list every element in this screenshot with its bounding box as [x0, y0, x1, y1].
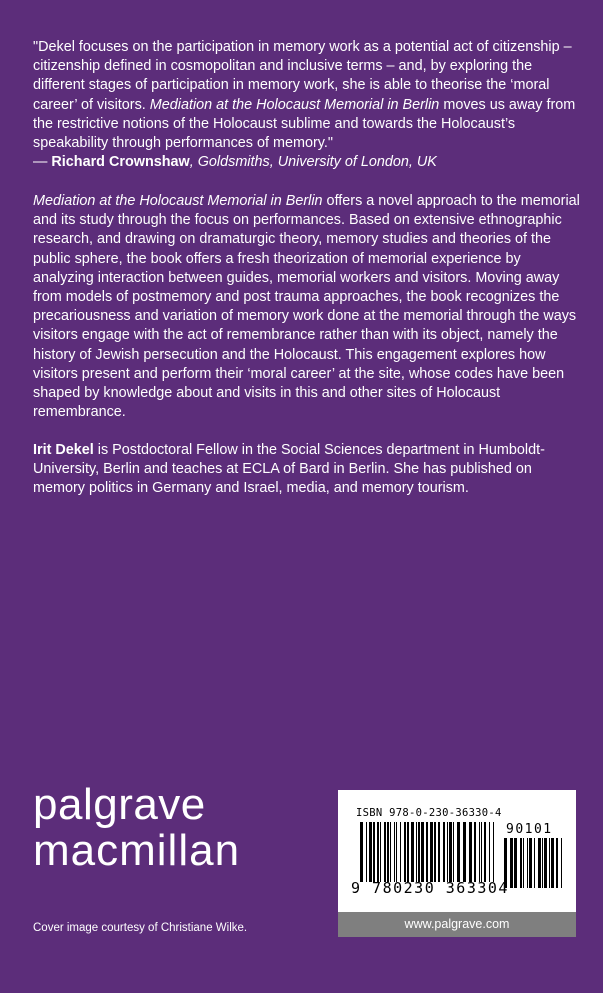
- description-text: offers a novel approach to the memorial and its study through the focus on performances. Based on extensive ethnographic research, and drawing on dramaturgic theory, memory studies and theories of the public sphere, the book offers a fresh theorization of memorial experience by analyzing interaction between guides, memorial workers and visitors. Moving away from models of postmemory and post trauma approaches, the book recognizes the precariousness and variation of memory work done at the memorial through the ways visitors engage with the act of remembrance rather than with its object, namely the history of Jewish persecution and the Holocaust. This engagement explores how visitors present and perform their ‘moral career’ at the site, whose codes have been shaped by knowledge about and visits in this and other sites of Holocaust remembrance.: [33, 193, 580, 421]
- endorsement-quote: [33, 38, 581, 172]
- quote-dash: —: [33, 154, 52, 171]
- book-description: [33, 192, 581, 422]
- barcode-box: [338, 790, 576, 912]
- isbn-label: ISBN 978-0-230-36330-4: [356, 807, 502, 819]
- publisher-url: www.palgrave.com: [338, 912, 576, 937]
- bio-text: is Postdoctoral Fellow in the Social Sciences department in Humboldt-University, Berlin and teaches at ECLA of Bard in Berlin. She has published on memory politics in Germany and Israel, media, and memory tourism.: [33, 442, 545, 497]
- quote-text-end: moves us away from the restrictive notions of the Holocaust sublime and towards the Holocaust’s speakability through performances of memory.": [33, 96, 576, 152]
- quote-author: Richard Crownshaw: [51, 154, 190, 171]
- quote-affiliation: , Goldsmiths, University of London, UK: [189, 154, 437, 171]
- cover-image-credit: Cover image courtesy of Christiane Wilke.: [33, 922, 248, 934]
- publisher-logo-line2: macmillan: [33, 826, 241, 875]
- description-book-title: Mediation at the Holocaust Memorial in Berlin: [33, 193, 323, 209]
- author-bio: [33, 441, 581, 499]
- publisher-logo-line1: palgrave: [33, 780, 206, 829]
- bio-author-name: Irit Dekel: [33, 442, 94, 458]
- quote-text-start: "Dekel focuses on the participation in memory work as a potential act of citizenship – citizenship defined in cosmopolitan and inclusive terms – and, by exploring the different stages of participation in memory work, she is able to theorise the ‘moral career’ of visitors.: [33, 39, 572, 113]
- barcode-addon-digits: 90101: [506, 822, 553, 837]
- quote-book-title: Mediation at the Holocaust Memorial in Berlin: [149, 96, 440, 113]
- barcode-ean-digits: 9 780230 363304: [351, 879, 509, 897]
- publisher-logo: [33, 780, 293, 875]
